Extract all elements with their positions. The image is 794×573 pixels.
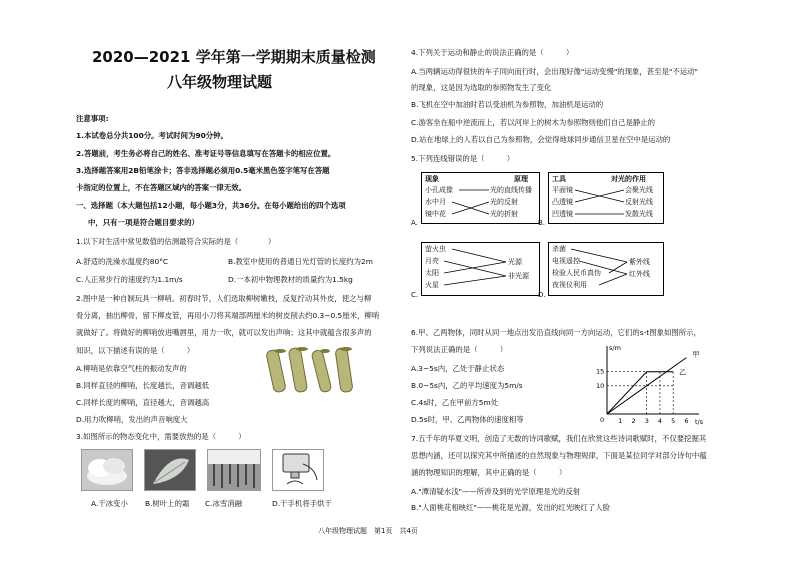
q6-option-a: A.3~5s内，乙处于静止状态 — [411, 364, 505, 373]
matching-box-b — [548, 172, 664, 224]
box-a-right-item: 光的直线传播 — [490, 186, 532, 194]
matching-box-a — [421, 172, 540, 224]
q2-option-c: C.同样长度的柳哨，直径越大，音调越高 — [76, 398, 210, 407]
matching-box-c — [421, 242, 540, 296]
exam-title: 2020—2021 学年第一学期期末质量检测 — [92, 48, 376, 66]
box-a-right-item: 光的反射 — [490, 198, 518, 206]
box-c-right-item: 光源 — [508, 258, 522, 266]
box-c-left-item: 火星 — [425, 281, 439, 289]
q4-option-a: A.当两辆运动得很快的车子同向而行时，会出现好像"运动变慢"的现象，甚至是"不运动" — [411, 67, 698, 76]
question-7-line: 思想内涵，还可以探究其中所描述的自然现象与物理规律，下面是某位同学对部分诗句中蕴 — [411, 451, 707, 460]
question-7-line: 7.五千年的华夏文明，创造了无数的诗词歌赋，我们在欣赏这些诗词歌赋时，不仅要挖掘其 — [411, 434, 707, 443]
box-c-connector-lines — [422, 243, 539, 295]
question-3: 3.如图所示的物态变化中，需要放热的是（ ） — [76, 432, 246, 441]
x-tick-label: 6 — [684, 417, 689, 425]
notice-line: 3.选择题答案用2B铅笔涂卡；答非选择题必须用0.5毫米黑色签字笔写在答题 — [76, 166, 330, 175]
box-b-right-item: 会聚光线 — [625, 186, 653, 194]
box-c-left-item: 萤火虫 — [425, 245, 446, 253]
box-a-connector-lines — [422, 173, 539, 223]
notice-line: 2.答题前，考生务必将自己的姓名、准考证号等信息填写在答题卡的相应位置。 — [76, 149, 336, 158]
box-a-left-item: 小孔成像 — [425, 186, 453, 194]
series-line-2 — [607, 372, 673, 414]
melting-snow-photo — [207, 449, 261, 491]
page-footer: 八年级物理试题 第1页 共4页 — [318, 527, 418, 535]
question-4: 4.下列关于运动和静止的说法正确的是（ ） — [411, 48, 574, 57]
q3-option-a: A.干冰变小 — [91, 499, 128, 508]
box-a-header-right: 原理 — [514, 175, 528, 183]
matching-box-d — [548, 242, 664, 296]
q1-option-b: B.教室中使用的普通日光灯管的长度约为2m — [228, 257, 373, 266]
origin-label: 0 — [600, 416, 605, 424]
notice-line: 1.本试卷总分共100分。考试时间为90分钟。 — [76, 131, 228, 140]
box-a-header-left: 现象 — [425, 175, 439, 183]
x-tick-label: 4 — [657, 417, 663, 425]
box-b-left-item: 凹透镜 — [552, 210, 573, 218]
q1-option-d: D.一本初中物理教材的质量约为1.5kg — [228, 275, 353, 284]
section-heading-cont: 中，只有一项是符合题目要求的） — [88, 218, 199, 227]
dry-ice-photo — [81, 449, 133, 491]
question-6-line: 下列说法正确的是（ ） — [411, 345, 508, 354]
box-c-left-item: 太阳 — [425, 269, 439, 277]
section-heading: 一、选择题（本大题包括12小题，每小题3分，共36分。在每小题给出的四个选项 — [76, 201, 346, 210]
box-b-header-left: 工具 — [552, 175, 566, 183]
q7-option-b: B."人面桃花相映红"——桃花是光源，发出的红光映红了人脸 — [411, 503, 610, 512]
exam-subtitle: 八年级物理试题 — [167, 73, 273, 91]
series-label: 甲 — [692, 350, 700, 359]
question-1: 1.以下对生活中常见数值的估测最符合实际的是（ ） — [76, 237, 276, 246]
q2-option-b: B.同样直径的柳哨，长度越长，音调越低 — [76, 381, 210, 390]
box-c-right-item: 非光源 — [508, 272, 529, 280]
q1-option-a: A.舒适的洗澡水温度约80°C — [76, 257, 169, 266]
question-2-line: 骨分离，抽出柳骨，留下柳皮管，再用小刀将其端部两厘米的树皮削去约0.3~0.5厘米，柳哨 — [76, 311, 380, 320]
q4-option-c: C.游客坐在船中逆流而上，若以河岸上的树木为参照物则他们自己是静止的 — [411, 118, 656, 127]
q3-option-c: C.冰雪消融 — [205, 499, 243, 508]
notice-line: 卡指定的位置上，不在答题区域内的答案一律无效。 — [76, 183, 246, 192]
box-a-label: A. — [411, 219, 418, 227]
box-c-left-item: 月亮 — [425, 257, 439, 265]
notice-heading: 注意事项: — [76, 114, 109, 123]
y-axis-label: s/m — [609, 344, 621, 352]
box-d-left-item: 电视遥控 — [552, 257, 580, 265]
q2-option-d: D.用力吹柳哨，发出的声音响度大 — [76, 415, 188, 424]
box-d-right-item: 紫外线 — [629, 258, 650, 266]
s-t-graph — [585, 340, 705, 428]
q6-option-d: D.5s时，甲、乙两物体的速度相等 — [411, 415, 524, 424]
box-a-left-item: 镜中花 — [425, 210, 446, 218]
y-tick-label: 15 — [596, 367, 605, 376]
frost-leaf-photo — [144, 449, 196, 491]
q3-option-b: B.树叶上的霜 — [145, 499, 190, 508]
box-d-right-item: 红外线 — [629, 270, 650, 278]
x-tick-label: 1 — [618, 417, 623, 425]
q6-option-b: B.0~5s内，乙的平均速度为5m/s — [411, 381, 523, 390]
box-b-right-item: 发散光线 — [625, 210, 653, 218]
q4-option-d: D.站在地球上的人若以自己为参照物，会觉得地球同步通信卫星在空中是运动的 — [411, 135, 671, 144]
question-2-line: 2.图中是一种自制玩具一柳哨。初春时节，人们选取柳树嫩枝，反复拧动其外皮，使之与柳 — [76, 294, 372, 303]
box-d-left-item: 检验人民币真伪 — [552, 269, 601, 277]
q1-option-c: C.人正常步行的速度约为1.1m/s — [76, 275, 183, 284]
box-b-connector-lines — [549, 173, 663, 223]
willow-whistle-image — [262, 344, 366, 398]
y-tick-label: 10 — [596, 381, 605, 390]
question-2-line: 知识，以下描述有误的是（ ） — [76, 346, 195, 355]
box-a-right-item: 光的折射 — [490, 210, 518, 218]
question-7-line: 涵的物理知识的理解，其中正确的是（ ） — [411, 468, 567, 477]
x-tick-label: 2 — [631, 417, 636, 425]
x-tick-label: 3 — [644, 417, 649, 425]
series-label: 乙 — [679, 368, 687, 377]
q7-option-a: A."潭清疑水浅"——所涉及到的光学原理是光的反射 — [411, 487, 581, 496]
q4-option-a-cont: 的现象，这是因为选取的参照物发生了变化 — [411, 83, 552, 92]
question-6-line: 6.甲、乙两物体，同时从同一地点出发沿直线向同一方向运动，它们的s-t图象如图所示， — [411, 328, 701, 337]
box-b-header-right: 对光的作用 — [611, 175, 646, 183]
q3-option-d: D.干手机将手烘干 — [272, 499, 332, 508]
box-d-connector-lines — [549, 243, 663, 295]
box-b-right-item: 反射光线 — [625, 198, 653, 206]
x-tick-label: 5 — [671, 417, 676, 425]
box-b-left-item: 凸透镜 — [552, 198, 573, 206]
box-d-left-item: 夜视仪利用 — [552, 281, 587, 289]
box-c-label: C. — [411, 291, 419, 299]
box-d-left-item: 杀菌 — [552, 245, 566, 253]
q2-option-a: A.柳哨是依靠空气柱的振动发声的 — [76, 364, 187, 373]
question-5: 5.下列连线错误的是（ ） — [411, 154, 515, 163]
x-axis-label: t/s — [695, 418, 704, 426]
box-a-left-item: 水中月 — [425, 198, 446, 206]
box-d-label: D. — [538, 291, 546, 299]
q6-option-c: C.4s时，乙在甲前方5m处 — [411, 398, 499, 407]
box-b-label: B. — [538, 219, 546, 227]
box-b-left-item: 平面镜 — [552, 186, 573, 194]
question-2-line: 就做好了。将做好的柳哨放进嘴唇里，用力一吹，就可以发出声响；这其中就蕴含很多声的 — [76, 328, 372, 337]
q4-option-b: B.飞机在空中加油时若以受油机为参照物，加油机是运动的 — [411, 100, 604, 109]
hand-dryer-photo — [272, 449, 324, 491]
